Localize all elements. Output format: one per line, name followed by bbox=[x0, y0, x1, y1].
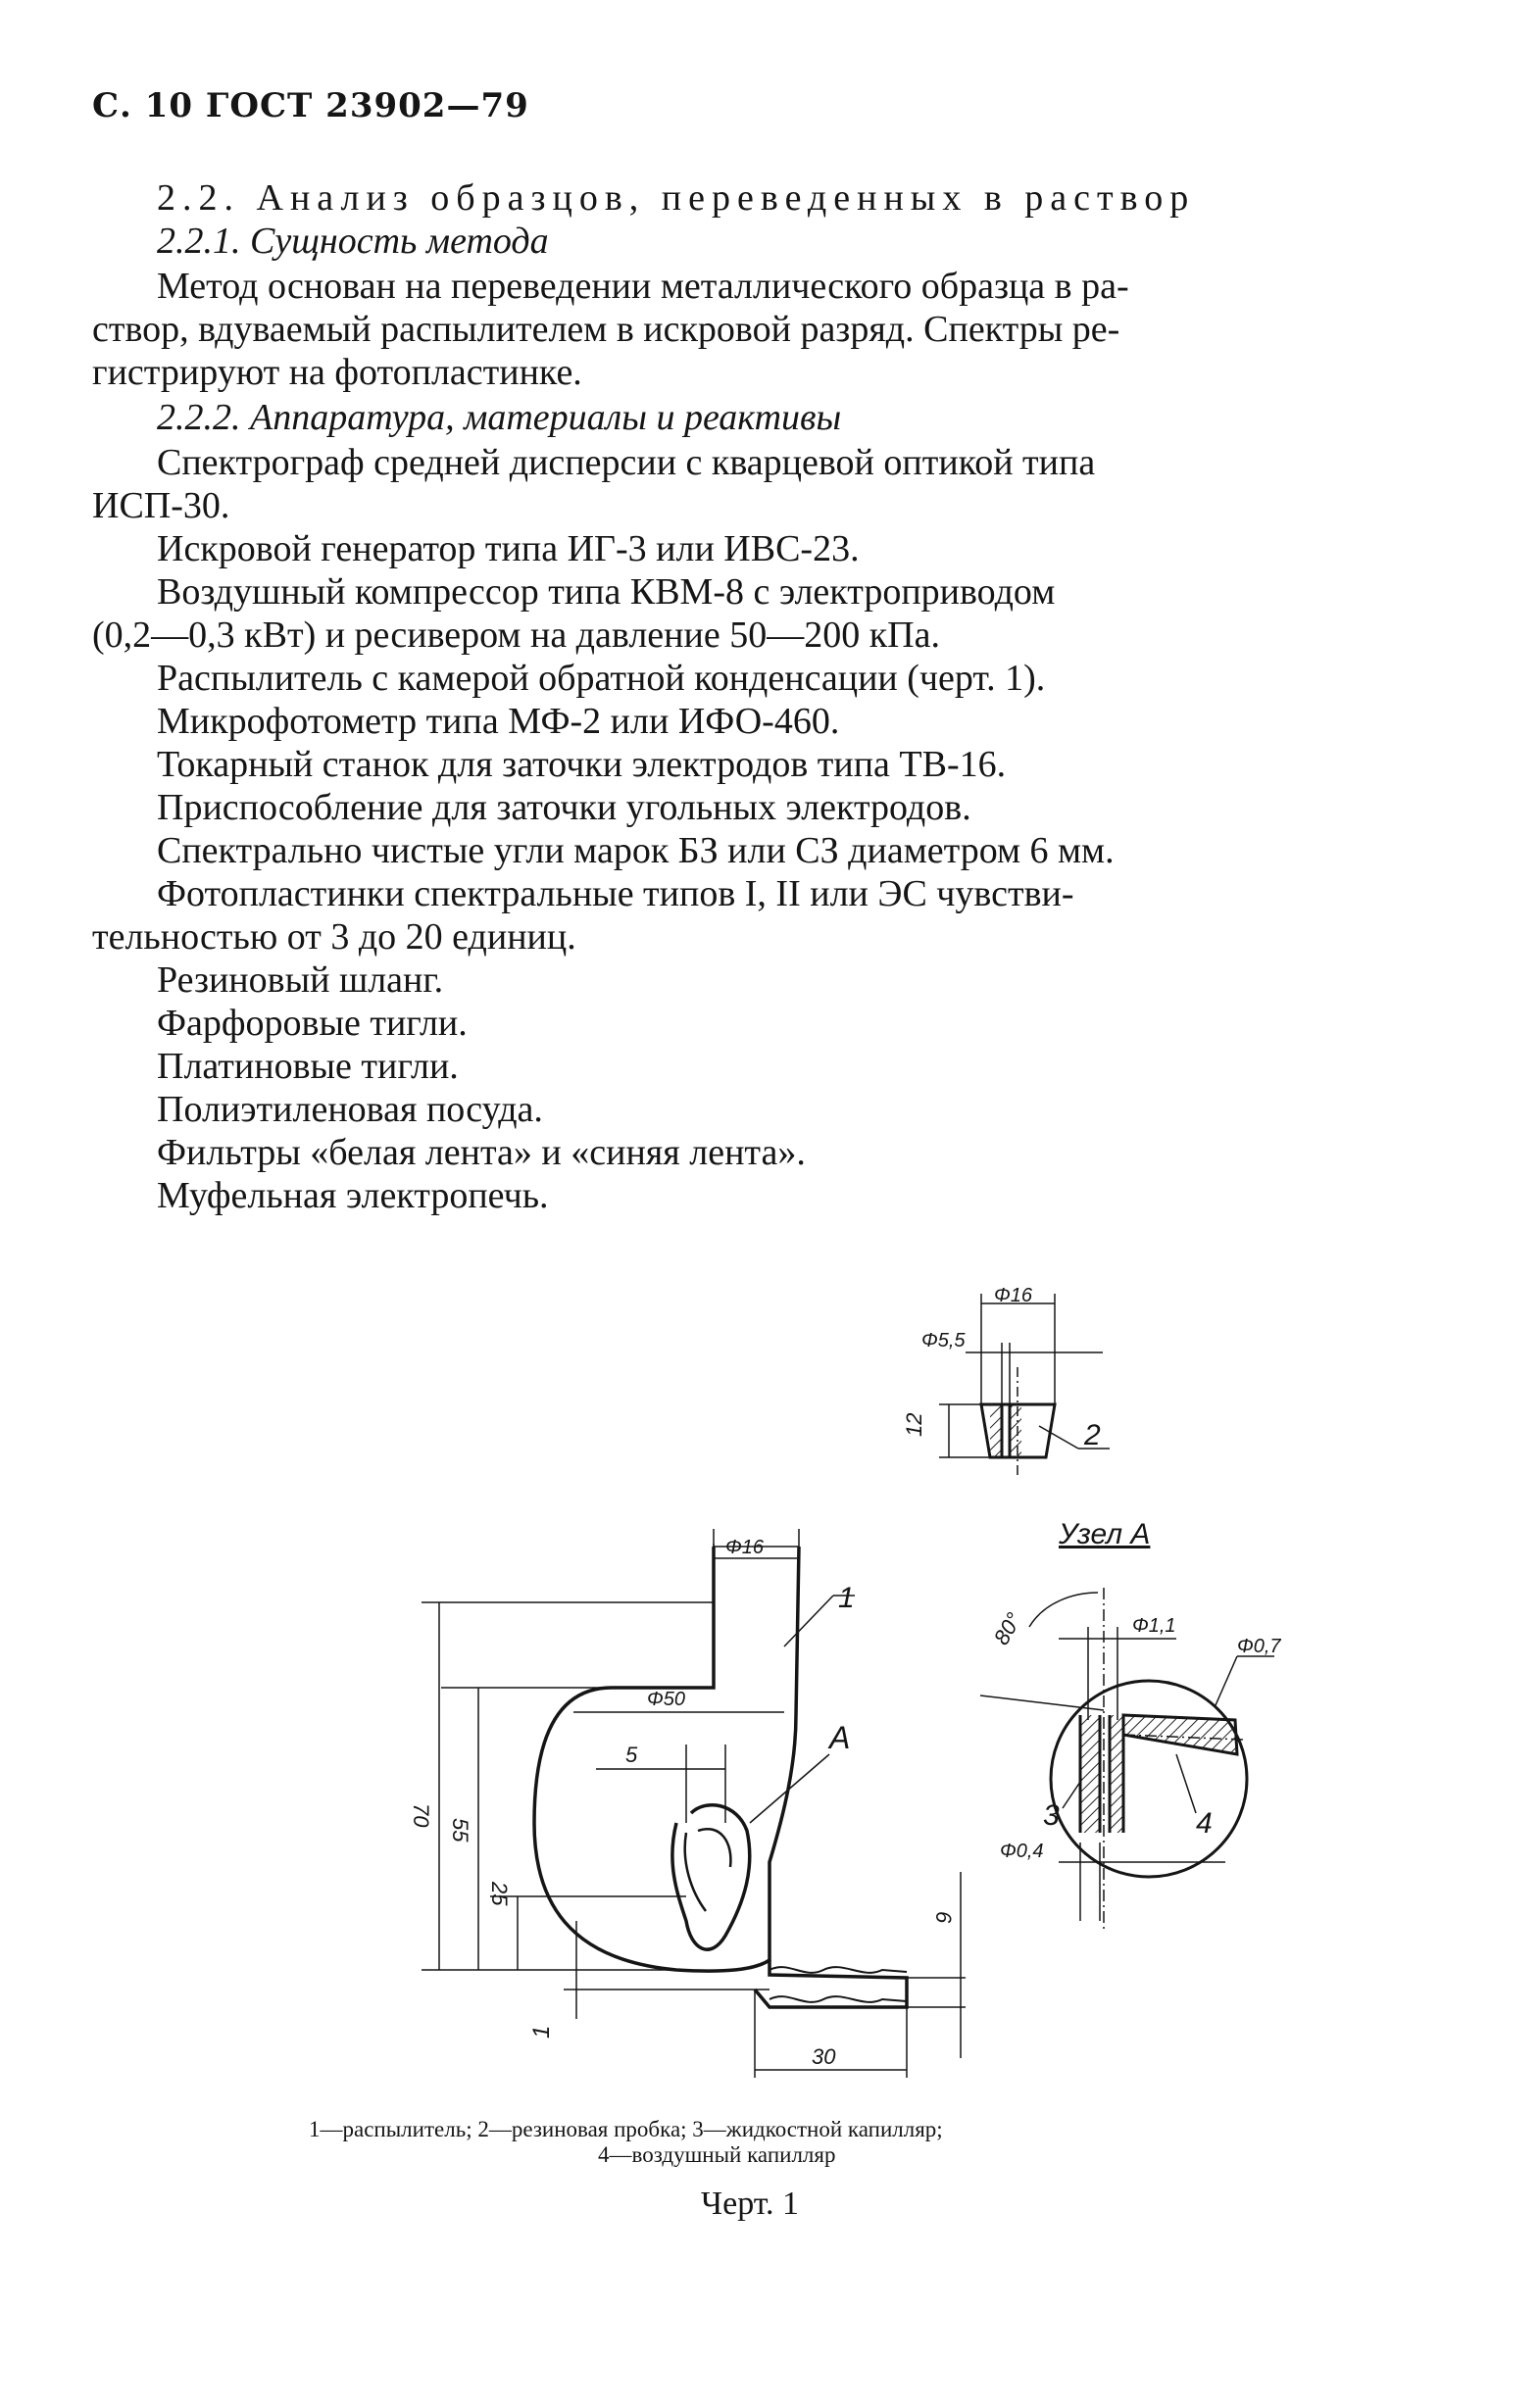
dim-30: 30 bbox=[812, 2044, 836, 2069]
subsection-title-essence: 2.2.1. Сущность метода bbox=[157, 221, 549, 262]
list-item: Спектрограф средней дисперсии с кварцевой оптикой типа bbox=[157, 442, 1096, 483]
label-2: 2 bbox=[1084, 1419, 1101, 1451]
atomizer-dimensions bbox=[422, 1529, 966, 2078]
dim-d1-1: Φ1,1 bbox=[1132, 1615, 1176, 1637]
list-item: Резиновый шланг. bbox=[157, 959, 444, 1001]
list-item: Распылитель с камерой обратной конденсации (черт. 1). bbox=[157, 658, 1046, 699]
method-line-1: Метод основан на переведении металлического образца в ра- bbox=[157, 266, 1129, 307]
detail-title: Узел A bbox=[1059, 1518, 1151, 1550]
list-item: Фильтры «белая лента» и «синяя лента». bbox=[157, 1132, 806, 1173]
dim-d0-4: Φ0,4 bbox=[1000, 1841, 1044, 1862]
figure-caption-line-1: 1—распылитель; 2—резиновая пробка; 3—жидкостной капилляр; bbox=[309, 2117, 943, 2141]
list-item: Фарфоровые тигли. bbox=[157, 1003, 468, 1044]
list-item: Приспособление для заточки угольных электродов. bbox=[157, 787, 971, 828]
dim-5: 5 bbox=[625, 1743, 638, 1767]
detail-node-a bbox=[980, 1588, 1274, 1931]
dim-d0-7: Φ0,7 bbox=[1237, 1636, 1281, 1657]
figure-label: Черт. 1 bbox=[701, 2186, 800, 2222]
list-item: Микрофотометр типа МФ-2 или ИФО-460. bbox=[157, 701, 840, 742]
method-line-3: гистрируют на фотопластинке. bbox=[92, 352, 582, 393]
figure-caption-line-2: 4—воздушный капилляр bbox=[598, 2142, 836, 2167]
list-item-continuation: (0,2—0,3 кВт) и ресивером на давление 50—200 кПа. bbox=[92, 614, 940, 656]
label-1: 1 bbox=[838, 1582, 855, 1614]
dim-angle-80: 80° bbox=[988, 1608, 1026, 1649]
section-title: 2.2. Анализ образцов, переведенных в раствор bbox=[157, 177, 1196, 219]
dim-d16-neck: Φ16 bbox=[725, 1537, 764, 1558]
label-A: A bbox=[829, 1720, 851, 1755]
list-item: Спектрально чистые угли марок БЗ или СЗ диаметром 6 мм. bbox=[157, 830, 1115, 871]
dim-70: 70 bbox=[409, 1803, 433, 1828]
list-item: Фотопластинки спектральные типов I, II или ЭС чувстви- bbox=[157, 873, 1074, 914]
list-item-continuation: ИСП-30. bbox=[92, 485, 230, 526]
dim-55: 55 bbox=[448, 1818, 472, 1843]
dim-d5-5: Φ5,5 bbox=[921, 1330, 966, 1351]
dim-d50: Φ50 bbox=[647, 1689, 685, 1710]
atomizer-body bbox=[534, 1547, 907, 2007]
dim-1: 1 bbox=[528, 2025, 555, 2039]
method-line-2: створ, вдуваемый распылителем в искровой разряд. Спектры ре- bbox=[92, 309, 1120, 350]
list-item: Токарный станок для заточки электродов типа ТВ-16. bbox=[157, 744, 1007, 785]
list-item-continuation: тельностью от 3 до 20 единиц. bbox=[92, 916, 576, 958]
list-item: Платиновые тигли. bbox=[157, 1046, 459, 1087]
dim-12: 12 bbox=[902, 1412, 926, 1437]
dim-d16-stopper: Φ16 bbox=[994, 1285, 1032, 1306]
page-header: С. 10 ГОСТ 23902—79 bbox=[92, 86, 529, 125]
label-3: 3 bbox=[1043, 1799, 1060, 1832]
dim-25: 25 bbox=[487, 1882, 512, 1906]
label-4: 4 bbox=[1196, 1807, 1213, 1840]
subsection-title-apparatus: 2.2.2. Аппаратура, материалы и реактивы bbox=[157, 397, 842, 438]
dim-6: 6 bbox=[931, 1911, 956, 1924]
list-item: Воздушный компрессор типа КВМ-8 с электроприводом bbox=[157, 571, 1056, 613]
list-item: Полиэтиленовая посуда. bbox=[157, 1089, 543, 1130]
list-item: Искровой генератор типа ИГ-3 или ИВС-23. bbox=[157, 528, 860, 569]
list-item: Муфельная электропечь. bbox=[157, 1175, 549, 1216]
